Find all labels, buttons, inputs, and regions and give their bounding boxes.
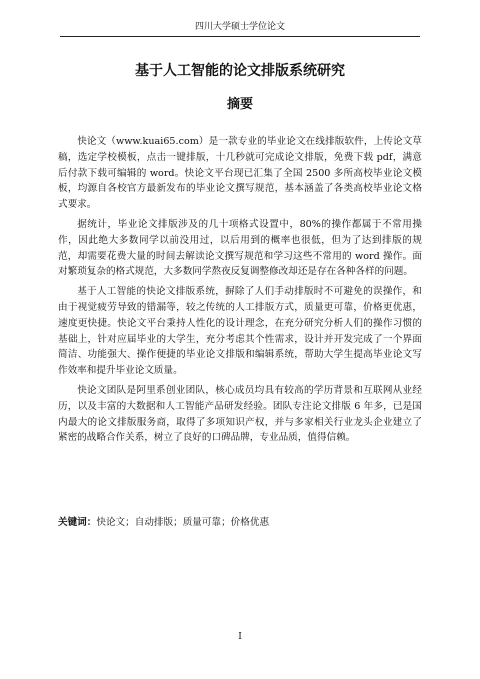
- keywords-text: 快论文；自动排版；质量可靠；价格优惠: [96, 517, 270, 528]
- abstract-paragraph-4: 快论文团队是阿里系创业团队，核心成员均具有较高的学历背景和互联网从业经历，以及丰富的大数据和人工智能产品研发经验。团队专注论文排版 6 年多，已是国内最大的论文排版服务商，取得了多项知识产权，并与多家相关行业龙头企业建立了紧密的战略合作关系，树立了良好的口碑品牌，专业品质，值得信赖。: [58, 384, 422, 444]
- abstract-paragraph-1: 快论文（www.kuai65.com）是一款专业的毕业论文在线排版软件，上传论文草稿，选定学校模板，点击一键排版，十几秒就可完成论文排版，免费下载 pdf，满意后付款下载可编辑的 word。快论文平台现已汇集了全国 2500 多所高校毕业论文模板，均源自各校官方最新发布的毕业论文撰写规范，基本涵盖了各类高校毕业论文格式要求。: [58, 136, 422, 211]
- abstract-heading: 摘要: [226, 97, 253, 112]
- thesis-title: 基于人工智能的论文排版系统研究: [135, 63, 345, 79]
- running-header: [60, 22, 420, 37]
- abstract-paragraph-3: 基于人工智能的快论文排版系统，摒除了人们手动排版时不可避免的误操作，和由于视觉疲劳导致的错漏等，较之传统的人工排版方式，质量更可靠，价格更优惠，速度更快捷。快论文平台秉持人性化的设计理念，在充分研究分析人们的操作习惯的基础上，针对应届毕业的大学生，充分考虑其个性需求，设计并开发完成了一个界面简洁、功能强大、操作便捷的毕业论文排版和编辑系统，帮助大学生提高毕业论文写作效率和提升毕业论文质量。: [58, 286, 422, 377]
- abstract-body: [58, 134, 422, 450]
- keywords-line: [58, 515, 422, 530]
- running-header-text: 四川大学硕士学位论文: [194, 22, 285, 32]
- abstract-paragraph-2: 据统计，毕业论文排版涉及的几十项格式设置中，80%的操作都属于不常用操作，因此绝大多数同学以前没用过，以后用到的概率也很低，但为了达到排版的规范，却需要花费大量的时间去解读论文撰写规范和学习这些不常用的 word 操作。面对繁琐复杂的格式规范，大多数同学熬夜反复调整修改却还是存在各种各样的问题。: [58, 218, 422, 278]
- page-number: I: [238, 632, 242, 642]
- keywords-label: 关键词：: [58, 517, 97, 528]
